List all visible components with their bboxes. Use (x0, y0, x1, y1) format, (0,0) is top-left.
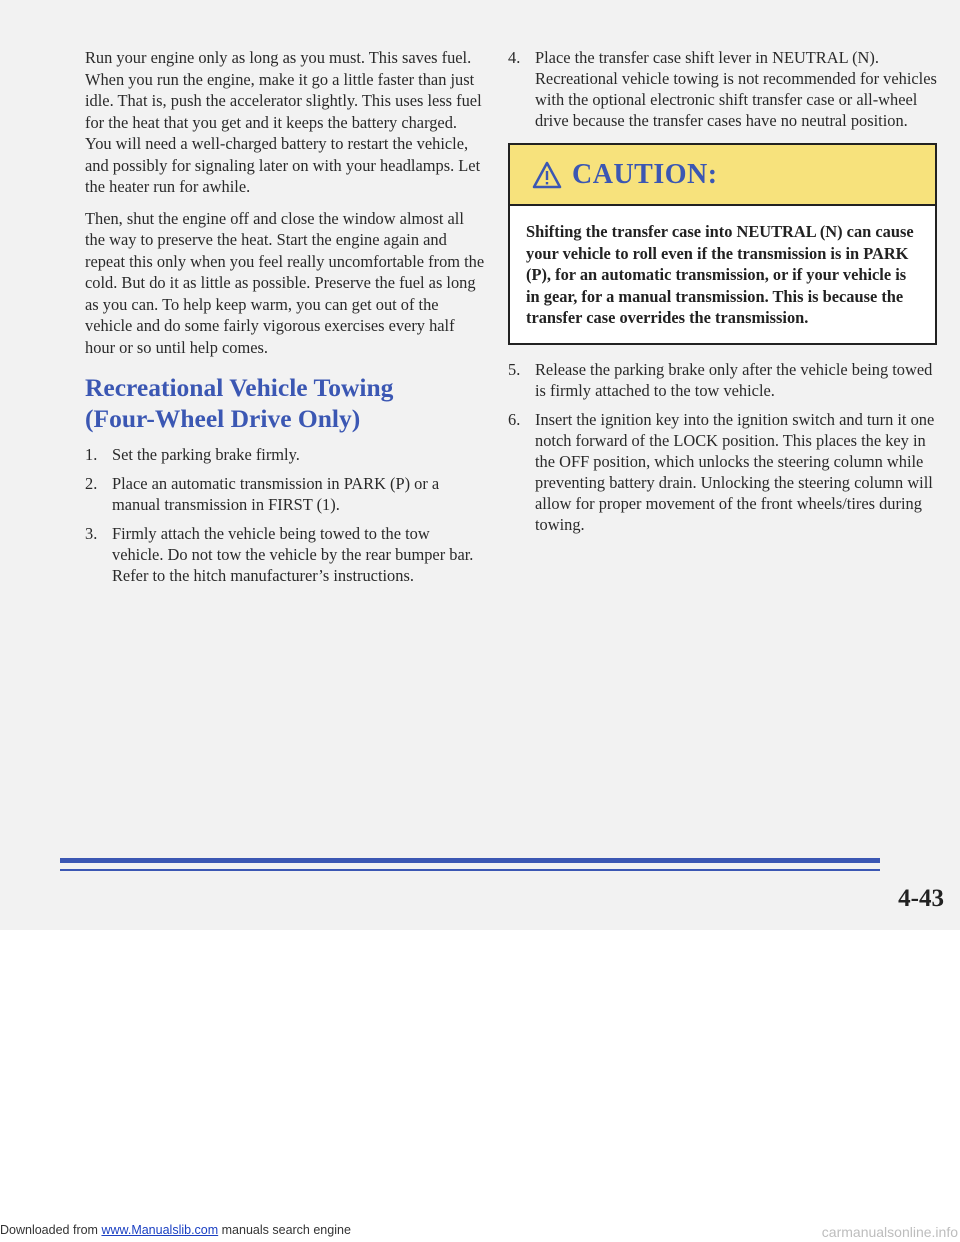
step-number: 1. (85, 445, 98, 464)
page-rule (60, 858, 880, 878)
left-column (85, 47, 485, 594)
heading-line-1: Recreational Vehicle Towing (85, 373, 394, 402)
list-item (508, 47, 938, 131)
step-number: 5. (508, 359, 521, 379)
step-text: Insert the ignition key into the ignition switch and turn it one notch forward of the LOCK position. This places the key in the OFF position, which unlocks the steering column while preventing battery drain. Unlocking the steering column will allow for proper movement of the front wheels/tires during towing. (535, 409, 935, 534)
rule-thick-line (60, 858, 880, 863)
paragraph-shut-engine: Then, shut the engine off and close the window almost all the way to preserve the heat. Start the engine again and repeat this only when you feel really uncomfortable from the cold. But do it as little as possible. Preserve the fuel as long as you can. To help keep warm, you can get out of the vehicle and do some fairly vigorous exercises every half hour or so until help comes. (85, 208, 485, 357)
step-number: 6. (508, 409, 521, 429)
caution-header (510, 145, 935, 206)
caution-title: CAUTION: (572, 158, 718, 190)
rule-thin-line (60, 869, 880, 871)
paragraph-engine-run: Run your engine only as long as you must. This saves fuel. When you run the engine, make it go a little faster than just idle. That is, push the accelerator slightly. This uses less fuel for the heat that you get and it keeps the battery charged. You will need a well-charged battery to restart the vehicle, and possibly for signaling later on with your headlamps. Let the heater run for awhile. (85, 48, 482, 196)
caution-text: Shifting the transfer case into NEUTRAL (N) can cause your vehicle to roll even if the transmission is in PARK (P), for an automatic transmission, or if your vehicle is in gear, for a manual transmission. This is because the transfer case overrides the transmission. (526, 222, 914, 327)
list-item (508, 409, 938, 535)
step-text: Release the parking brake only after the vehicle being towed is firmly attached to the tow vehicle. (535, 359, 933, 400)
caution-box (508, 143, 937, 345)
step-number: 2. (85, 474, 98, 493)
towing-steps-list-final (508, 359, 938, 535)
step-text: Place an automatic transmission in PARK (P) or a manual transmission in FIRST (1). (112, 474, 440, 514)
list-item (85, 473, 485, 515)
right-column (508, 47, 938, 543)
page-number: 4-43 (898, 885, 944, 912)
list-item (85, 523, 485, 586)
list-item (85, 444, 485, 465)
list-item (508, 359, 938, 401)
step-text: Place the transfer case shift lever in NEUTRAL (N). Recreational vehicle towing is not recommended for vehicles with the optional electronic shift transfer case or all-wheel drive because the transfer cases have no neutral position. (535, 48, 937, 130)
section-heading (85, 372, 485, 434)
watermark: carmanualsonline.info (821, 1224, 958, 1240)
download-footer (0, 1223, 351, 1237)
step-number: 3. (85, 524, 98, 543)
warning-triangle-icon (532, 161, 562, 189)
step-text: Firmly attach the vehicle being towed to the tow vehicle. Do not tow the vehicle by the rear bumper bar. Refer to the hitch manufacturer’s instructions. (112, 524, 474, 585)
step-text: Set the parking brake firmly. (112, 445, 300, 464)
manualslib-link[interactable]: www.Manualslib.com (101, 1223, 219, 1237)
footer-prefix: Downloaded from (0, 1223, 102, 1237)
heading-line-2: (Four-Wheel Drive Only) (85, 404, 361, 433)
towing-steps-list (85, 444, 485, 586)
towing-steps-list-continued (508, 47, 938, 131)
footer-suffix: manuals search engine (218, 1223, 351, 1237)
step-number: 4. (508, 48, 521, 67)
